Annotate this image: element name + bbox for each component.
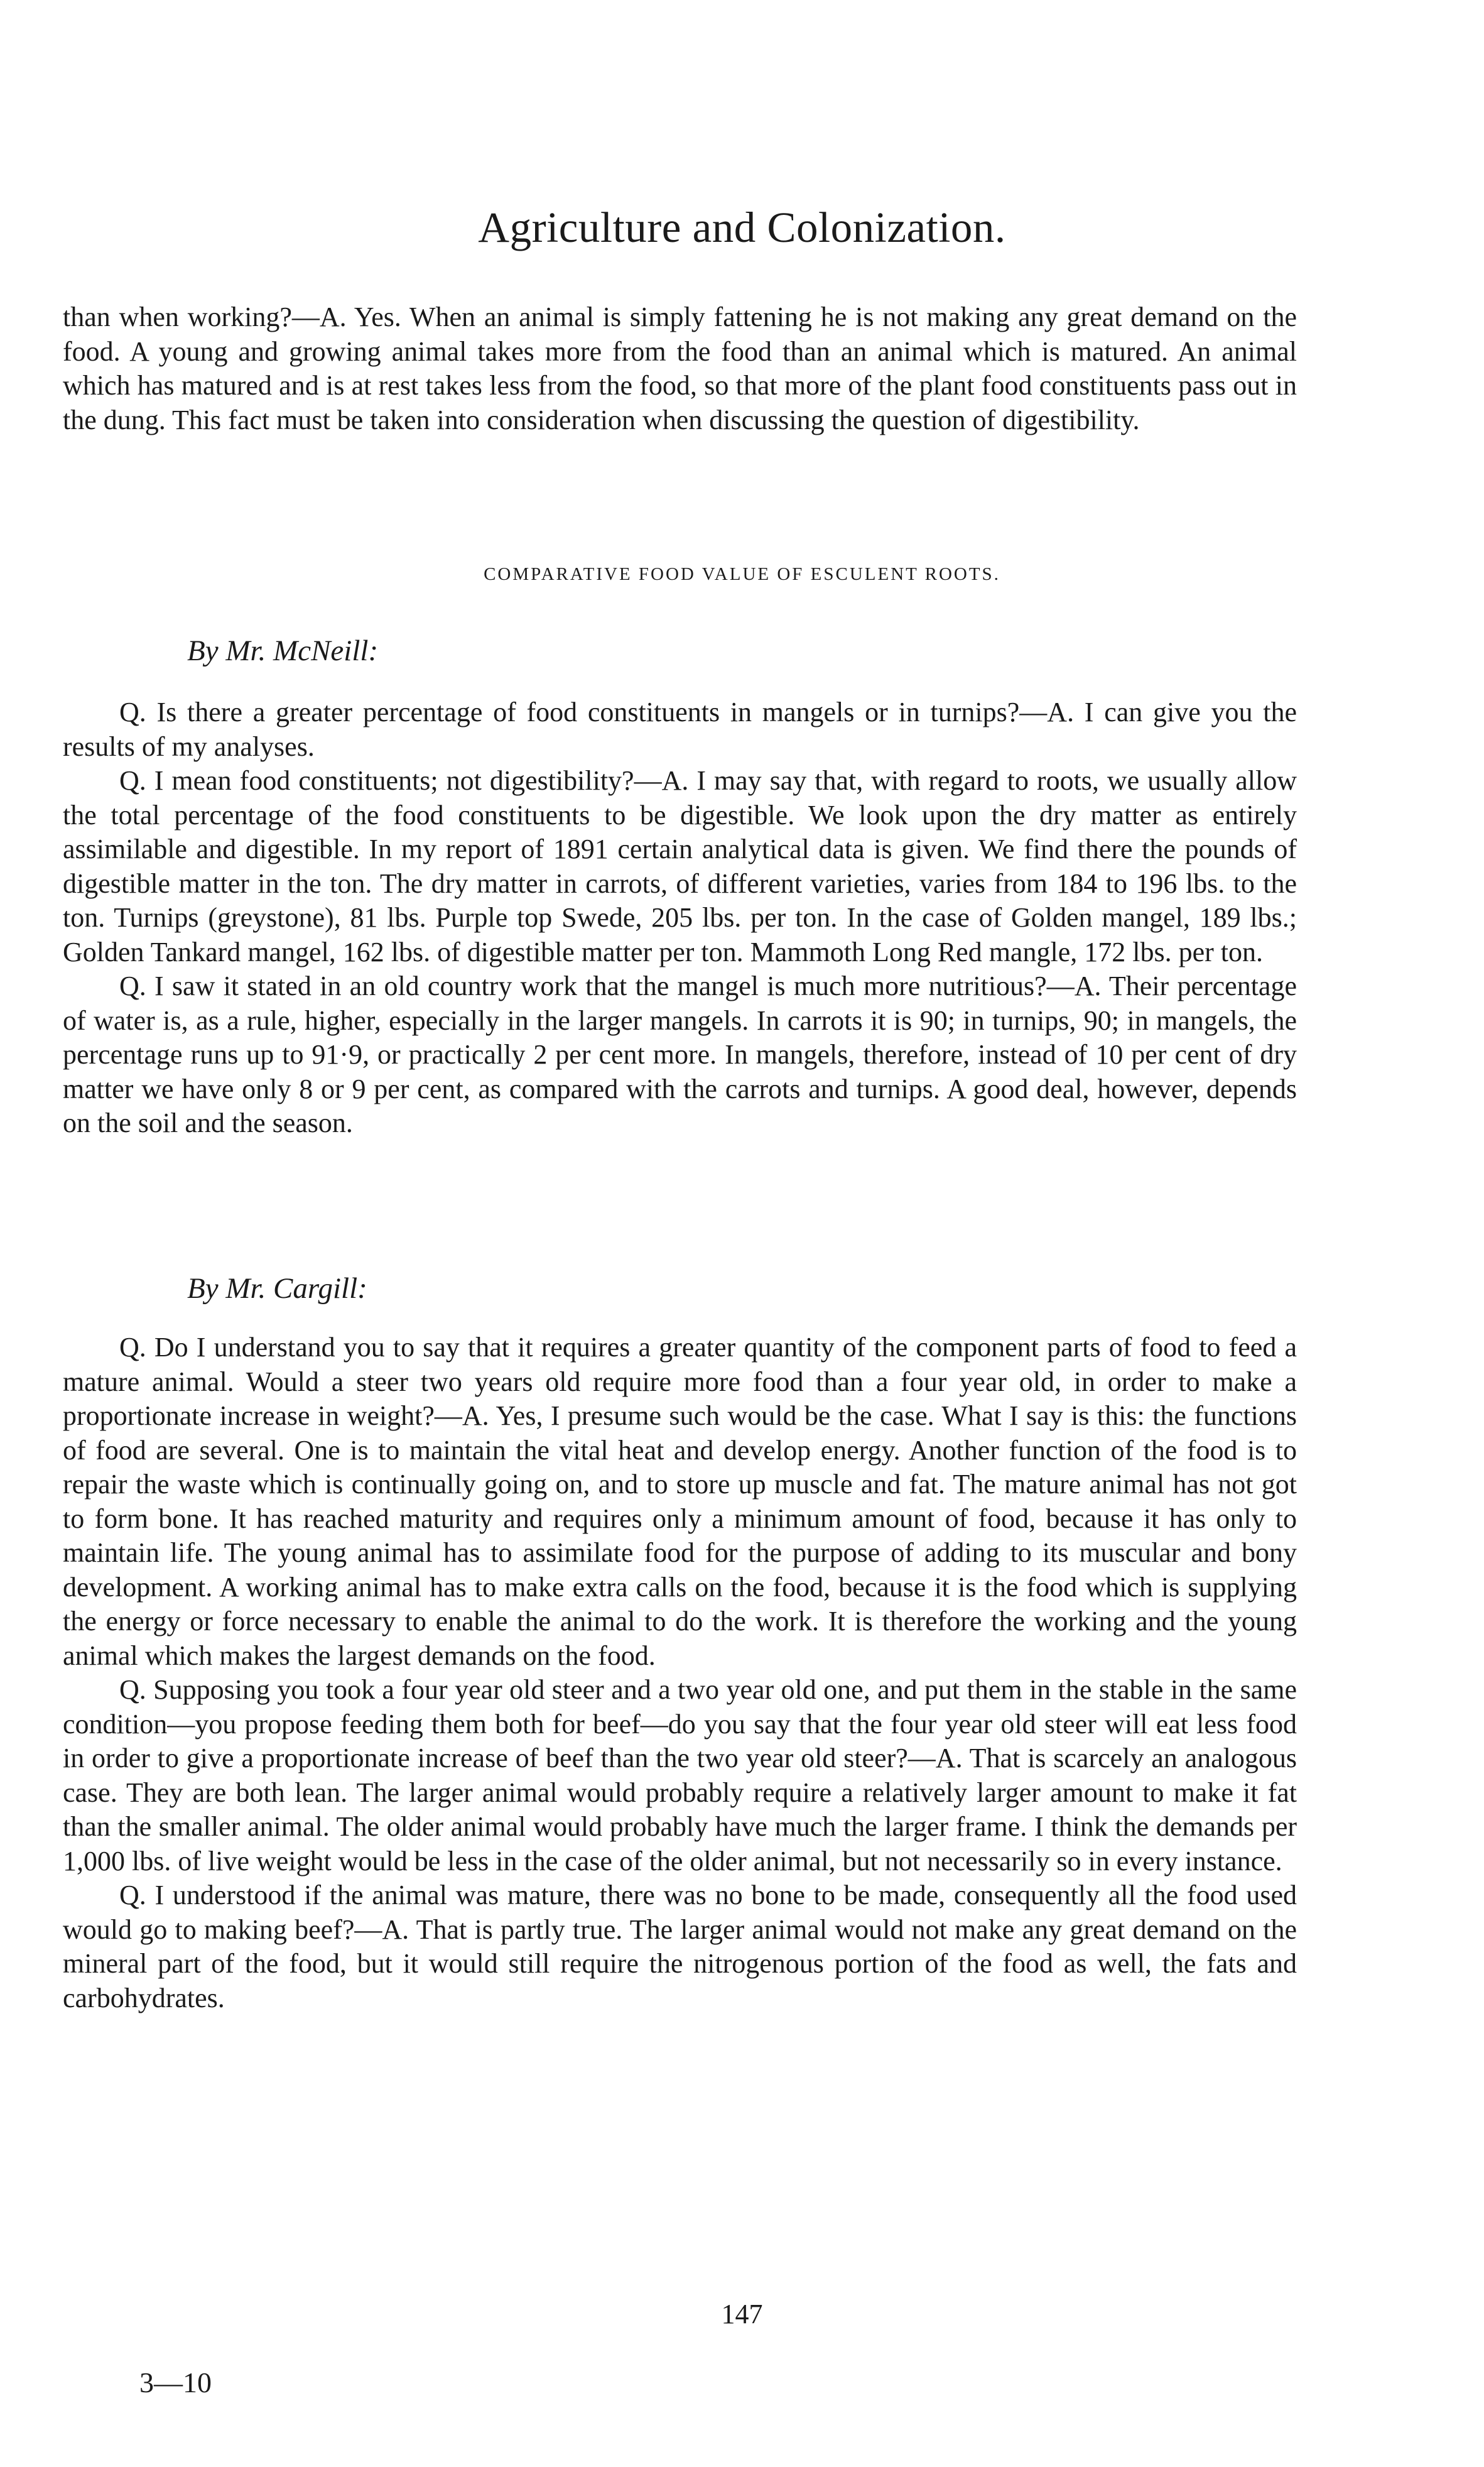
- speaker-cargill: By Mr. Cargill:: [187, 1272, 367, 1305]
- signature-mark: 3—10: [139, 2366, 212, 2399]
- speaker-mcneill: By Mr. McNeill:: [187, 634, 379, 667]
- testimony-paragraph: Q. I saw it stated in an old country work that the mangel is much more nutritious?—A. Their percentage of water is, as a rule, higher, especially in the larger mangels. In carrots it is 90; in turnips, 90; in mangels, the percentage runs up to 91·9, or practically 2 per cent more. In mangels, therefore, instead of 10 per cent of dry matter we have only 8 or 9 per cent, as compared with the carrots and turnips. A good deal, however, depends on the soil and the season.: [63, 971, 1297, 1138]
- intro-paragraph-block: [63, 300, 1297, 437]
- page-number: 147: [721, 2299, 763, 2329]
- section-heading: COMPARATIVE FOOD VALUE OF ESCULENT ROOTS.: [484, 564, 1000, 584]
- testimony-paragraph: Q. Supposing you took a four year old steer and a two year old one, and put them in the stable in the same condition—you propose feeding them both for beef—do you say that the four year old steer will eat less food in order to give a proportionate increase of beef than the two year old steer?—A. That is scarcely an analogous case. They are both lean. The larger animal would probably require a relatively larger amount to make it fat than the smaller animal. The older animal would probably have much the larger frame. I think the demands per 1,000 lbs. of live weight would be less in the case of the older animal, but not necessarily so in every instance.: [63, 1674, 1297, 1876]
- testimony-paragraph: Q. I mean food constituents; not digestibility?—A. I may say that, with regard to roots, we usually allow the total percentage of the food constituents to be digestible. We look upon the dry matter as entirely assimilable and digestible. In my report of 1891 certain analytical data is given. We find there the pounds of digestible matter in the ton. The dry matter in carrots, of different varieties, varies from 184 to 196 lbs. to the ton. Turnips (greystone), 81 lbs. Purple top Swede, 205 lbs. per ton. In the case of Golden mangel, 189 lbs.; Golden Tankard mangel, 162 lbs. of digestible matter per ton. Mammoth Long Red mangle, 172 lbs. per ton.: [63, 765, 1297, 967]
- testimony-paragraph: Q. I understood if the animal was mature, there was no bone to be made, consequently all the food used would go to making beef?—A. That is partly true. The larger animal would not make any great demand on the mineral part of the food, but it would still require the nitrogenous portion of the food as well, the fats and carbohydrates.: [63, 1880, 1297, 2013]
- page-title: Agriculture and Colonization.: [478, 204, 1006, 251]
- testimony-paragraph: Q. Do I understand you to say that it requires a greater quantity of the component parts of food to feed a mature animal. Would a steer two years old require more food than a four year old, in order to make a proportionate increase in weight?—A. Yes, I presume such would be the case. What I say is this: the functions of food are several. One is to maintain the vital heat and develop energy. Another function of the food is to repair the waste which is continually going on, and to store up muscle and fat. The mature animal has not got to form bone. It has reached maturity and requires only a minimum amount of food, because it has only to maintain life. The young animal has to assimilate food for the purpose of adding to its muscular and bony development. A working animal has to make extra calls on the food, because it is the food which is supplying the energy or force necessary to enable the animal to do the work. It is therefore the working and the young animal which makes the largest demands on the food.: [63, 1332, 1297, 1671]
- mcneill-testimony: [63, 695, 1297, 1141]
- testimony-paragraph: Q. Is there a greater percentage of food constituents in mangels or in turnips?—A. I can give you the results of my analyses.: [63, 697, 1297, 762]
- intro-paragraph: than when working?—A. Yes. When an animal is simply fattening he is not making any great demand on the food. A young and growing animal takes more from the food than an animal which is matured. An animal which has matured and is at rest takes less from the food, so that more of the plant food constituents pass out in the dung. This fact must be taken into consideration when discussing the question of digestibility.: [63, 302, 1297, 435]
- cargill-testimony: [63, 1331, 1297, 2015]
